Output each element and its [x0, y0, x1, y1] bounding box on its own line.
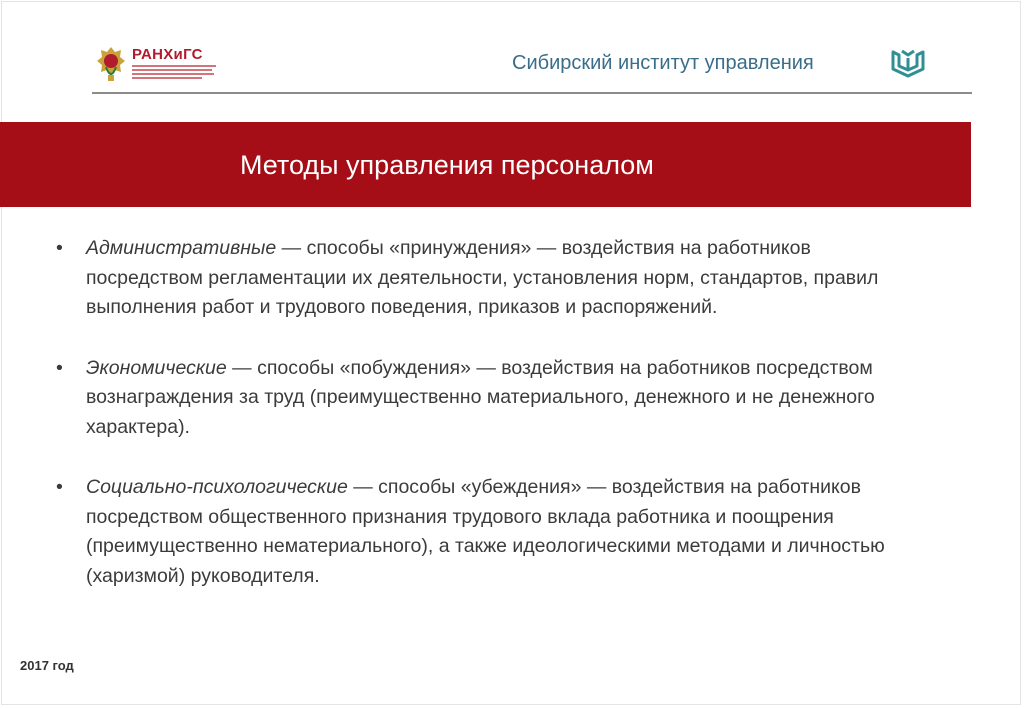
- method-description: — способы «побуждения» — воздействия на работников посредством вознаграждения за труд (преимущественно материального, денежного и не денежного характера).: [86, 356, 875, 438]
- ranepa-logo: [94, 44, 216, 84]
- logo-tagline-graphic: [132, 65, 216, 81]
- method-description: — способы «убеждения» — воздействия на работников посредством общественного признания трудового вклада работника и поощрения (преимущественно нематериального), а также идеологическими методами и личностью (харизмой) руководителя.: [86, 476, 885, 587]
- list-item: [56, 354, 916, 443]
- bullet-marker: •: [56, 356, 63, 379]
- bullet-marker: •: [56, 476, 63, 498]
- institute-name: Сибирский институт управления: [512, 52, 814, 74]
- bullet-marker: •: [56, 237, 63, 259]
- method-term: Экономические: [86, 356, 227, 379]
- header-divider: [92, 92, 972, 94]
- methods-list: [56, 234, 916, 591]
- footer-year: 2017 год: [20, 658, 74, 673]
- method-term: Социально-психологические: [86, 476, 348, 498]
- open-book-icon: [890, 47, 926, 79]
- slide-title: Методы управления персоналом: [240, 150, 654, 180]
- list-item: [56, 234, 916, 323]
- crest-icon: [94, 45, 128, 83]
- method-description: — способы «принуждения» — воздействия на работников посредством регламентации их деятельности, установления норм, стандартов, правил выполнения работ и трудового поведения, приказов и распоряжений.: [86, 237, 879, 318]
- method-term: Административные: [86, 237, 277, 259]
- list-item: [56, 473, 916, 591]
- logo-name: РАНХиГС: [132, 46, 203, 63]
